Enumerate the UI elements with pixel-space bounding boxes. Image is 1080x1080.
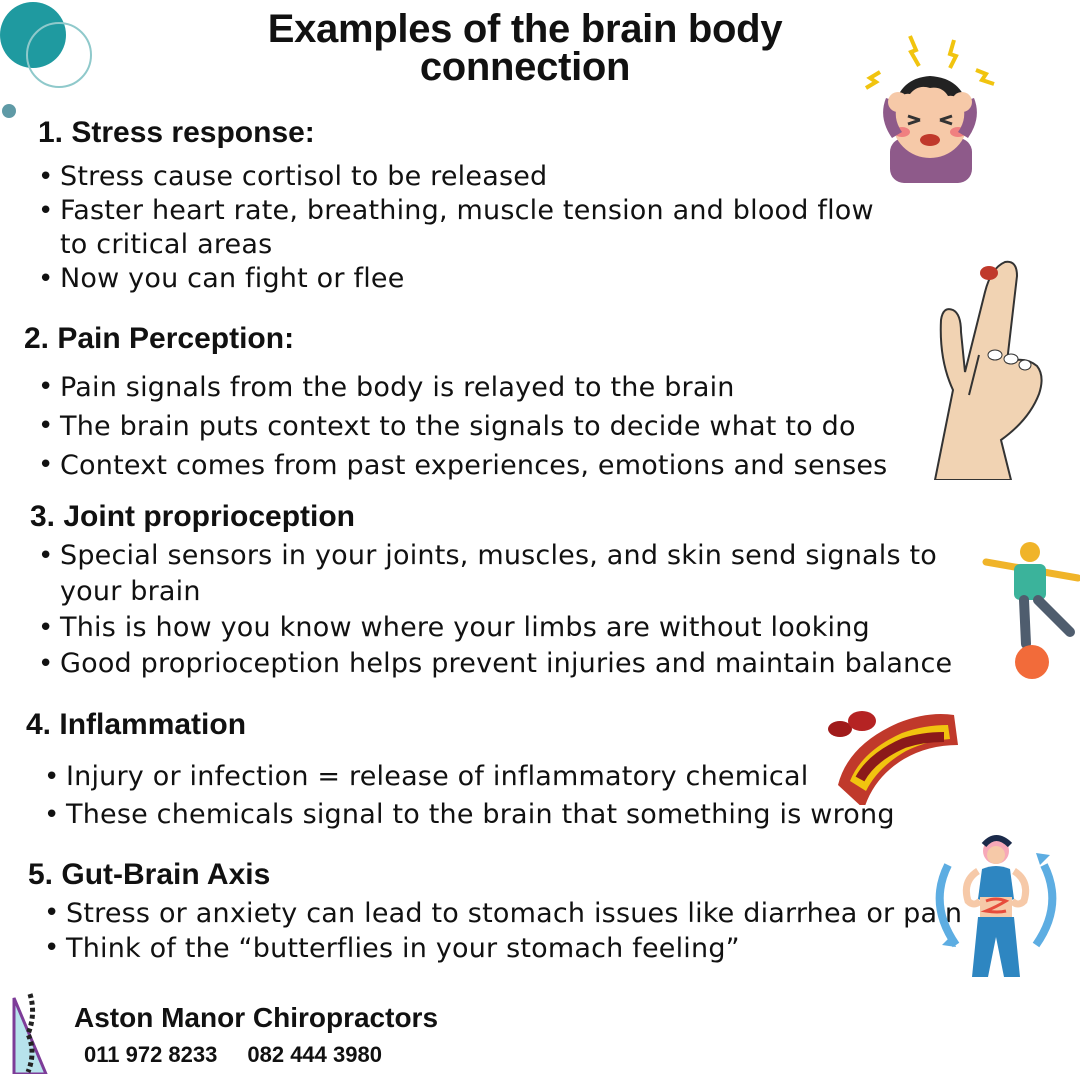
list-item: • Good proprioception helps prevent injuries and maintain balance	[38, 646, 970, 682]
section-heading: 2. Pain Perception:	[24, 322, 295, 355]
gut-brain-figure-icon	[926, 835, 1066, 977]
section-heading: 5. Gut-Brain Axis	[28, 858, 271, 891]
contact-phones	[84, 1042, 382, 1068]
section-pain-perception	[24, 322, 887, 485]
list-item: • Stress cause cortisol to be released	[38, 160, 898, 194]
phone-number-2[interactable]: 082 444 3980	[247, 1042, 382, 1067]
section-heading: 1. Stress response:	[38, 116, 315, 149]
list-item: • This is how you know where your limbs are without looking	[38, 610, 970, 646]
section-joint-proprioception	[30, 500, 970, 682]
section-gut-brain-axis	[28, 858, 962, 966]
list-item: • Think of the “butterflies in your stomach feeling”	[44, 931, 962, 966]
stressed-person-icon	[850, 28, 1010, 183]
list-item: • The brain puts context to the signals to decide what to do	[38, 407, 887, 446]
clinic-logo	[12, 990, 48, 1074]
list-item: • Context comes from past experiences, emotions and senses	[38, 446, 887, 485]
balancing-figure-icon	[982, 540, 1080, 680]
section-stress-response	[38, 116, 898, 296]
clinic-name: Aston Manor Chiropractors	[74, 1002, 439, 1033]
section-inflammation	[26, 708, 895, 834]
decorative-dot	[2, 104, 16, 118]
page-title: Examples of the brain body connection	[267, 7, 783, 89]
list-item: • Now you can fight or flee	[38, 262, 898, 296]
list-item: • Special sensors in your joints, muscles, and skin send signals to your brain	[38, 538, 970, 610]
section-heading: 4. Inflammation	[26, 708, 247, 741]
decorative-ring	[26, 22, 92, 88]
list-item: • These chemicals signal to the brain that something is wrong	[44, 796, 895, 834]
section-heading: 3. Joint proprioception	[30, 500, 356, 533]
artery-icon	[826, 705, 958, 805]
list-item: • Stress or anxiety can lead to stomach issues like diarrhea or pain	[44, 896, 962, 931]
injured-finger-icon	[915, 255, 1045, 480]
list-item: • Injury or infection = release of inflammatory chemical	[44, 758, 895, 796]
phone-number-1[interactable]: 011 972 8233	[84, 1042, 218, 1067]
list-item: • Pain signals from the body is relayed to the brain	[38, 368, 887, 407]
list-item: • Faster heart rate, breathing, muscle tension and blood flow to critical areas	[38, 194, 898, 262]
